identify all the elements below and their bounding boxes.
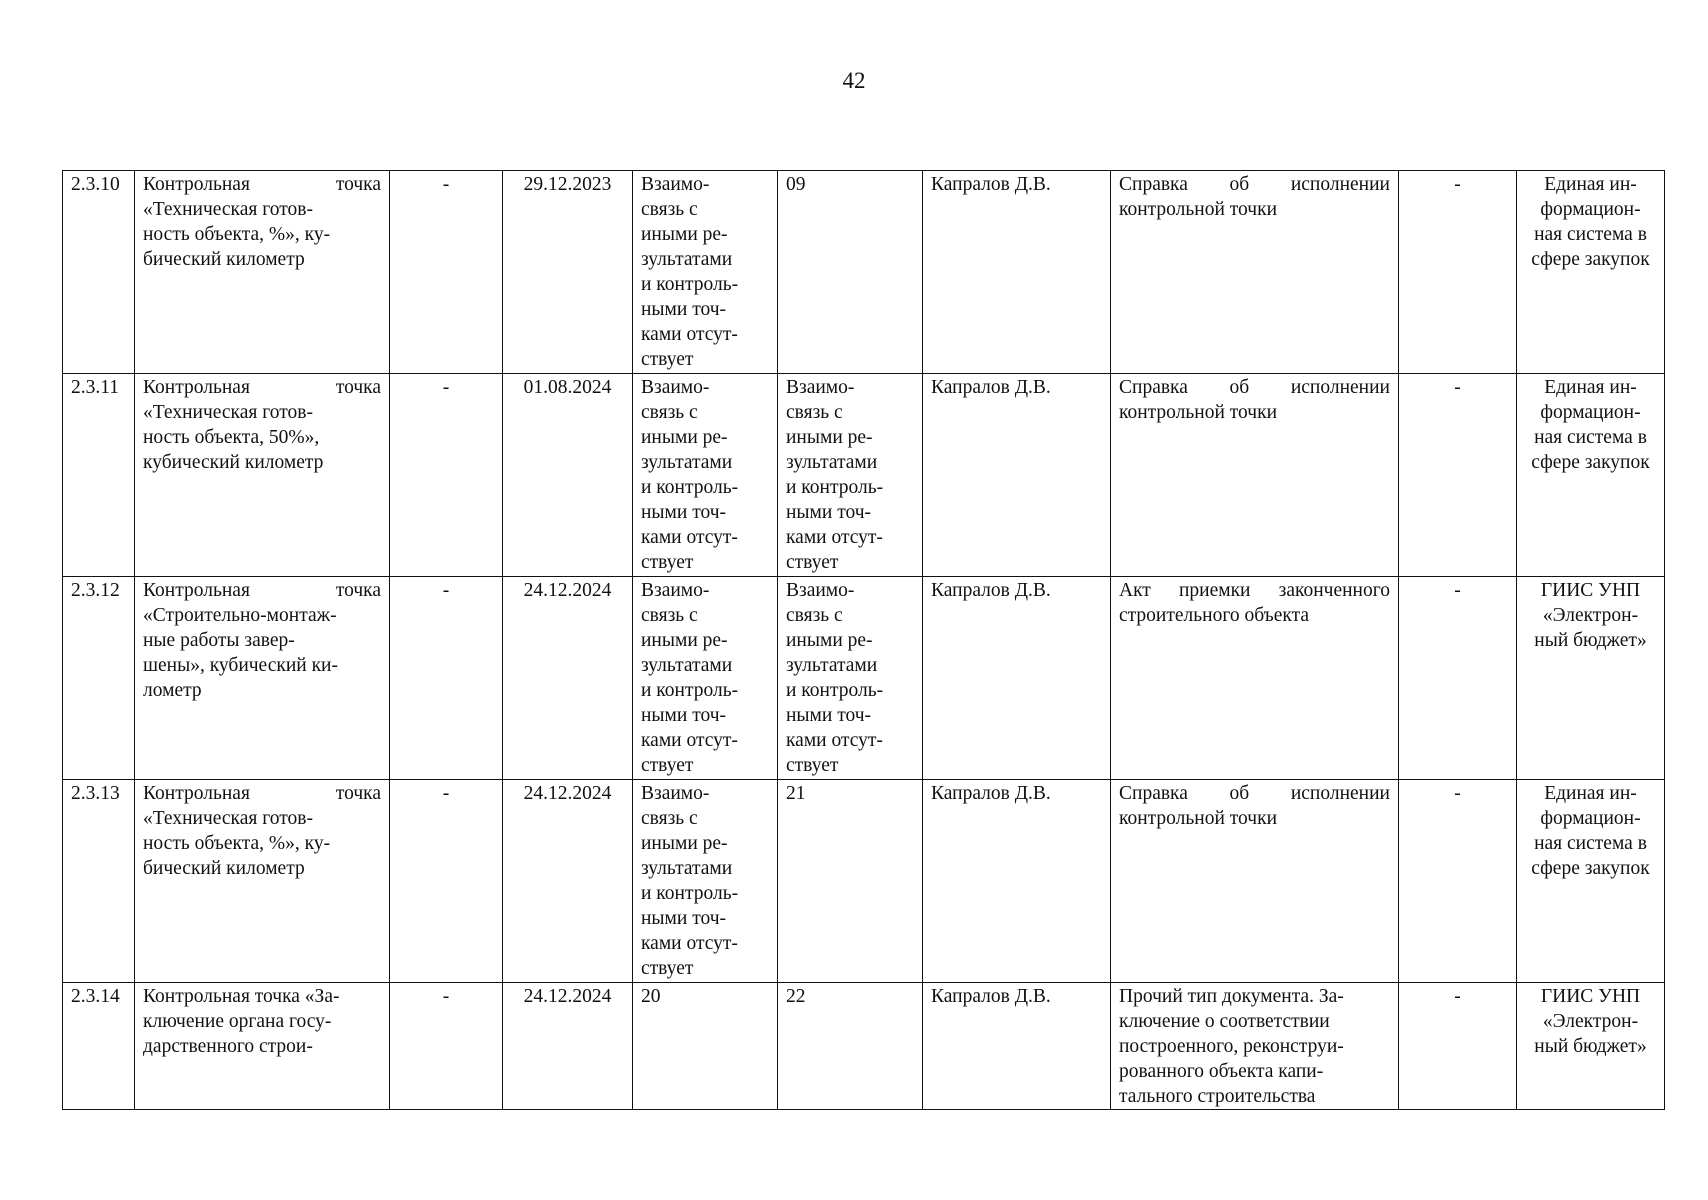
row-number-cell [63, 374, 135, 577]
table-row [63, 983, 1665, 1110]
date-cell [503, 577, 633, 780]
row-number-cell [63, 171, 135, 374]
information-system-text: Единая ин- формацион- ная система в сфере закупок [1531, 783, 1650, 879]
successor-text: 21 [786, 783, 806, 804]
successor-cell [778, 983, 923, 1110]
date-text: 29.12.2023 [523, 174, 612, 195]
predecessor-cell [633, 577, 778, 780]
level-text: - [1454, 377, 1461, 398]
date-cell [503, 171, 633, 374]
successor-cell [778, 577, 923, 780]
document-type-text: Справка об исполнении контрольной точки [1119, 783, 1390, 829]
information-system-cell [1517, 374, 1665, 577]
predecessor-cell [633, 171, 778, 374]
document-type-text: Акт приемки законченного строительного объекта [1119, 580, 1390, 626]
control-point-name-text: Контрольная точка «Техническая готов- ность объекта, %», ку- бический километр [143, 783, 381, 879]
previous-value-cell [390, 983, 503, 1110]
table-row [63, 171, 1665, 374]
predecessor-cell [633, 780, 778, 983]
row-number-cell [63, 983, 135, 1110]
information-system-cell [1517, 171, 1665, 374]
responsible-text: Капралов Д.В. [931, 783, 1051, 804]
level-text: - [1454, 174, 1461, 195]
control-point-name-text: Контрольная точка «Техническая готов- ность объекта, 50%», кубический километр [143, 377, 381, 473]
control-point-name-cell [135, 983, 390, 1110]
table-row [63, 374, 1665, 577]
level-cell [1399, 983, 1517, 1110]
responsible-cell [923, 374, 1111, 577]
document-type-text: Прочий тип документа. За- ключение о соответствии построенного, реконструи- рованного объекта капи- тального строительства [1119, 986, 1344, 1107]
predecessor-text: Взаимо- связь с иными ре- зультатами и контроль- ными точ- ками отсут- ствует [641, 377, 739, 573]
predecessor-text: Взаимо- связь с иными ре- зультатами и контроль- ными точ- ками отсут- ствует [641, 580, 739, 776]
date-text: 24.12.2024 [523, 986, 612, 1007]
level-text: - [1454, 986, 1461, 1007]
successor-text: 22 [786, 986, 806, 1007]
control-point-name-text: Контрольная точка «Техническая готов- ность объекта, %», ку- бический километр [143, 174, 381, 270]
level-text: - [1454, 580, 1461, 601]
document-type-cell [1111, 780, 1399, 983]
responsible-text: Капралов Д.В. [931, 986, 1051, 1007]
successor-cell [778, 374, 923, 577]
previous-value-text: - [442, 377, 450, 398]
date-cell [503, 780, 633, 983]
control-point-name-cell [135, 577, 390, 780]
control-point-name-cell [135, 780, 390, 983]
responsible-text: Капралов Д.В. [931, 174, 1051, 195]
date-text: 24.12.2024 [523, 783, 612, 804]
information-system-text: Единая ин- формацион- ная система в сфере закупок [1531, 377, 1650, 473]
row-number-text: 2.3.10 [71, 174, 120, 195]
row-number-cell [63, 780, 135, 983]
previous-value-cell [390, 780, 503, 983]
document-type-cell [1111, 171, 1399, 374]
document-type-cell [1111, 577, 1399, 780]
information-system-cell [1517, 780, 1665, 983]
predecessor-text: 20 [641, 986, 661, 1007]
information-system-text: ГИИС УНП «Электрон- ный бюджет» [1534, 986, 1647, 1057]
date-text: 24.12.2024 [523, 580, 612, 601]
successor-text: Взаимо- связь с иными ре- зультатами и контроль- ными точ- ками отсут- ствует [786, 580, 884, 776]
responsible-cell [923, 171, 1111, 374]
row-number-text: 2.3.11 [71, 377, 120, 398]
row-number-text: 2.3.13 [71, 783, 120, 804]
page-number: 42 [842, 68, 866, 93]
document-type-cell [1111, 374, 1399, 577]
previous-value-cell [390, 374, 503, 577]
responsible-cell [923, 780, 1111, 983]
responsible-text: Капралов Д.В. [931, 580, 1051, 601]
date-cell [503, 983, 633, 1110]
successor-cell [778, 171, 923, 374]
previous-value-text: - [442, 986, 450, 1007]
document-type-text: Справка об исполнении контрольной точки [1119, 377, 1390, 423]
predecessor-text: Взаимо- связь с иными ре- зультатами и контроль- ными точ- ками отсут- ствует [641, 783, 739, 979]
previous-value-text: - [442, 580, 450, 601]
responsible-cell [923, 577, 1111, 780]
row-number-cell [63, 577, 135, 780]
control-points-table [62, 170, 1665, 1110]
table-row [63, 780, 1665, 983]
level-cell [1399, 577, 1517, 780]
previous-value-cell [390, 171, 503, 374]
responsible-text: Капралов Д.В. [931, 377, 1051, 398]
table-row [63, 577, 1665, 780]
control-point-name-text: Контрольная точка «Строительно-монтаж- ные работы завер- шены», кубический ки- лометр [143, 580, 381, 701]
document-type-text: Справка об исполнении контрольной точки [1119, 174, 1390, 220]
predecessor-cell [633, 983, 778, 1110]
level-cell [1399, 780, 1517, 983]
level-cell [1399, 171, 1517, 374]
predecessor-cell [633, 374, 778, 577]
previous-value-cell [390, 577, 503, 780]
information-system-text: ГИИС УНП «Электрон- ный бюджет» [1534, 580, 1647, 651]
date-cell [503, 374, 633, 577]
row-number-text: 2.3.14 [71, 986, 120, 1007]
successor-text: Взаимо- связь с иными ре- зультатами и контроль- ными точ- ками отсут- ствует [786, 377, 884, 573]
control-point-name-cell [135, 171, 390, 374]
information-system-cell [1517, 577, 1665, 780]
level-text: - [1454, 783, 1461, 804]
previous-value-text: - [442, 783, 450, 804]
information-system-text: Единая ин- формацион- ная система в сфере закупок [1531, 174, 1650, 270]
control-point-name-cell [135, 374, 390, 577]
successor-cell [778, 780, 923, 983]
previous-value-text: - [442, 174, 450, 195]
successor-text: 09 [786, 174, 806, 195]
information-system-cell [1517, 983, 1665, 1110]
predecessor-text: Взаимо- связь с иными ре- зультатами и контроль- ными точ- ками отсут- ствует [641, 174, 739, 370]
document-type-cell [1111, 983, 1399, 1110]
date-text: 01.08.2024 [523, 377, 612, 398]
row-number-text: 2.3.12 [71, 580, 120, 601]
control-point-name-text: Контрольная точка «За- ключение органа госу- дарственного строи- [143, 986, 340, 1057]
responsible-cell [923, 983, 1111, 1110]
level-cell [1399, 374, 1517, 577]
